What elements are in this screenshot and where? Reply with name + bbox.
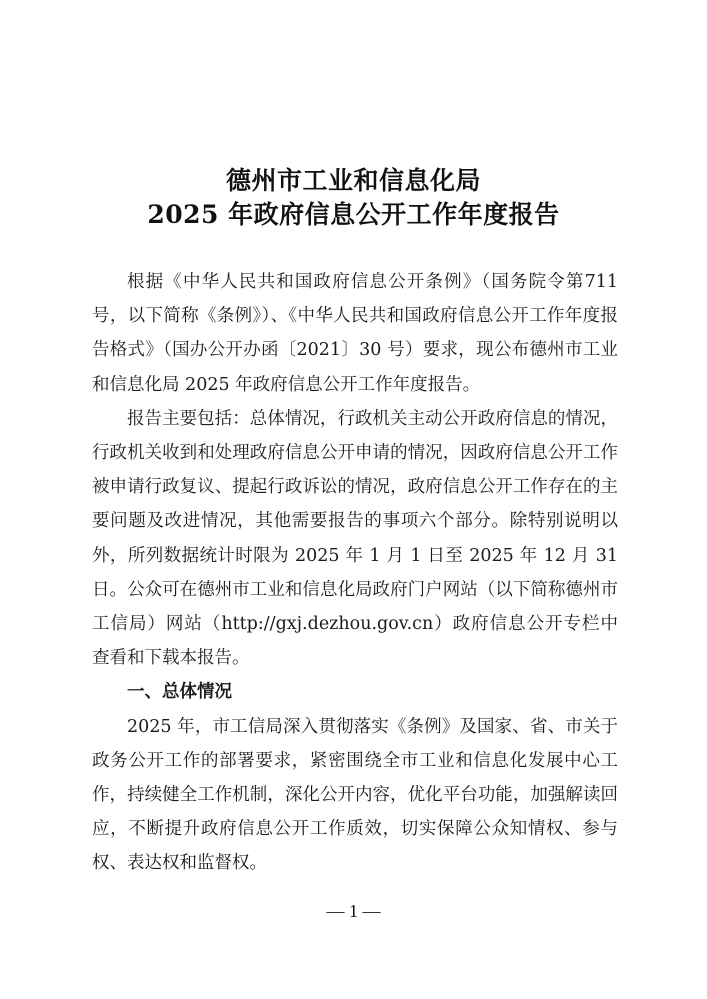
document-title-line-2: 2025 年政府信息公开工作年度报告	[147, 200, 560, 229]
paragraph-intro: 根据《中华人民共和国政府信息公开条例》（国务院令第711号，以下简称《条例》）、《中华人民共和国政府信息公开工作年度报告格式》（国办公开办函〔2021〕30 号）要求，现公布德州市工业和信息化局 2025 年政府信息公开工作年度报告。	[92, 272, 618, 395]
page-number: — 1 —	[326, 901, 381, 921]
document-title-line-1: 德州市工业和信息化局	[225, 166, 481, 195]
document-body	[92, 265, 618, 881]
section-heading-overview: 一、总体情况	[127, 682, 232, 703]
paragraph-report-contents: 报告主要包括：总体情况，行政机关主动公开政府信息的情况，行政机关收到和处理政府信息公开申请的情况，因政府信息公开工作被申请行政复议、提起行政诉讼的情况，政府信息公开工作存在的主要问题及改进情况，其他需要报告的事项六个部分。除特别说明以外，所列数据统计时限为 2025 年 1 月 1 日至 2025 年 12 月 31 日。公众可在德州市工业和信息化局政府门户网站（以下简称德州市工信局）网站（http://gxj.dezhou.gov.cn）政府信息公开专栏中查看和下载本报告。	[92, 408, 618, 669]
paragraph-overview: 2025 年，市工信局深入贯彻落实《条例》及国家、省、市关于政务公开工作的部署要求，紧密围绕全市工业和信息化发展中心工作，持续健全工作机制，深化公开内容，优化平台功能，加强解读回应，不断提升政府信息公开工作质效，切实保障公众知情权、参与权、表达权和监督权。	[92, 716, 618, 874]
